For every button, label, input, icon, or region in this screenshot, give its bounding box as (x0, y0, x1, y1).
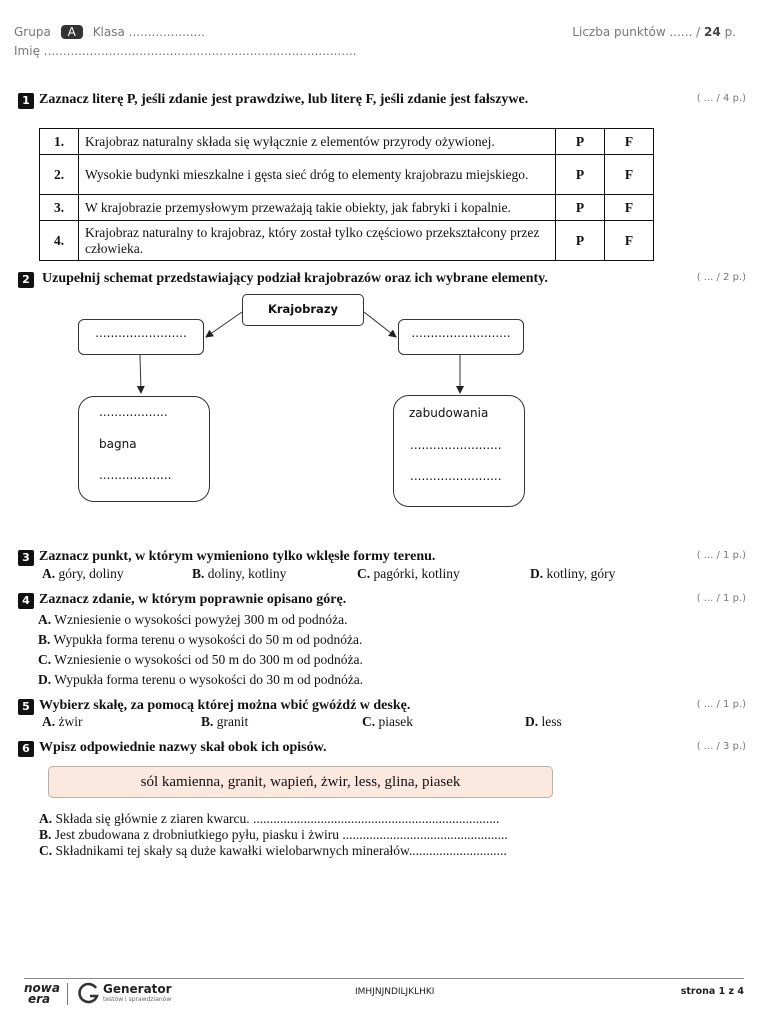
arrow-to-left (206, 312, 242, 337)
answer-option-c[interactable]: C. pagórki, kotliny (357, 566, 460, 581)
fill-in-item-c[interactable]: C. Składnikami tej skały są duże kawałki wielobarwnych minerałów............................. (39, 843, 507, 858)
answer-option-d[interactable]: D. kotliny, góry (530, 566, 616, 581)
answer-option-c[interactable]: C. Wzniesienie o wysokości od 50 m do 300 m od podnóża. (38, 652, 363, 667)
false-option[interactable]: F (605, 155, 654, 195)
footer-divider (24, 978, 744, 979)
fill-in-item-b[interactable]: B. Jest zbudowana z drobniutkiego pyłu, piasku i żwiru ................................................. (39, 827, 508, 842)
row-number: 1. (40, 129, 79, 155)
left-element-blank[interactable]: ................... (99, 468, 172, 482)
right-element-blank[interactable]: ........................ (410, 469, 502, 483)
question-number: 1 (18, 93, 34, 109)
true-option[interactable]: P (556, 221, 605, 261)
false-option[interactable]: F (605, 195, 654, 221)
row-statement: Krajobraz naturalny składa się wyłącznie z elementów przyrody ożywionej. (79, 129, 556, 155)
row-statement: Krajobraz naturalny to krajobraz, który został tylko częściowo przekształcony przez człowieka. (79, 221, 556, 261)
logo-era: era (28, 992, 51, 1006)
question-number: 5 (18, 699, 34, 715)
right-category-blank[interactable]: .......................... (411, 326, 511, 340)
answer-option-c[interactable]: C. piasek (362, 714, 413, 729)
question-text: Uzupełnij schemat przedstawiający podział krajobrazów oraz ich wybrane elementy. (42, 271, 548, 286)
document-code: IMHJNJNDILJKLHKI (355, 987, 435, 997)
word-bank: sól kamienna, granit, wapień, żwir, less, glina, piasek (48, 766, 553, 798)
nowa-era-logo (24, 983, 60, 1005)
row-number: 2. (40, 155, 79, 195)
fill-in-item-a[interactable]: A. Składa się głównie z ziaren kwarcu. ......................................................................... (39, 811, 500, 826)
answer-option-b[interactable]: B. Wypukła forma terenu o wysokości do 50 m od podnóża. (38, 632, 363, 647)
generator-subtitle: testów i sprawdzianów (103, 996, 172, 1003)
arrow-to-right (364, 312, 396, 337)
false-option[interactable]: F (605, 221, 654, 261)
logo-nowa: nowa (24, 981, 60, 995)
points-suffix: p. (724, 25, 736, 39)
question-points: ( ... / 1 p.) (696, 699, 746, 710)
false-option[interactable]: F (605, 129, 654, 155)
answer-option-b[interactable]: B. doliny, kotliny (192, 566, 287, 581)
left-category-blank[interactable]: ........................ (95, 326, 187, 340)
question-points: ( ... / 1 p.) (696, 550, 746, 561)
group-badge: A (61, 25, 83, 39)
question-number: 6 (18, 741, 34, 757)
row-number: 4. (40, 221, 79, 261)
question-points: ( ... / 4 p.) (696, 93, 746, 104)
row-statement: W krajobrazie przemysłowym przeważają takie obiekty, jak fabryki i kopalnie. (79, 195, 556, 221)
answer-option-b[interactable]: B. granit (201, 714, 249, 729)
row-number: 3. (40, 195, 79, 221)
question-text: Zaznacz punkt, w którym wymieniono tylko wklęsłe formy terenu. (39, 549, 436, 564)
question-points: ( ... / 3 p.) (696, 741, 746, 752)
question-text: Wybierz skałę, za pomocą której można wbić gwóźdź w deskę. (39, 698, 411, 713)
generator-logo-icon (77, 982, 101, 1006)
answer-option-a[interactable]: A. Wzniesienie o wysokości powyżej 300 m od podnóża. (38, 612, 348, 627)
page-number: strona 1 z 4 (680, 986, 744, 997)
left-element: bagna (99, 437, 137, 451)
class-field: Klasa .................... (92, 25, 205, 39)
question-points: ( ... / 2 p.) (696, 272, 746, 283)
answer-option-a[interactable]: A. góry, doliny (42, 566, 124, 581)
points-label: Liczba punktów ...... / (572, 25, 701, 39)
group-label: Grupa (14, 25, 51, 39)
generator-title: Generator (103, 982, 172, 996)
question-number: 2 (18, 272, 34, 288)
arrow-left-down (140, 355, 141, 393)
question-text: Wpisz odpowiednie nazwy skał obok ich opisów. (39, 740, 327, 755)
right-element: zabudowania (409, 406, 489, 420)
logo-separator (67, 983, 68, 1005)
question-points: ( ... / 1 p.) (696, 593, 746, 604)
root-label: Krajobrazy (267, 302, 339, 316)
points-total-value: 24 (704, 25, 721, 39)
true-option[interactable]: P (556, 155, 605, 195)
answer-option-d[interactable]: D. Wypukła forma terenu o wysokości do 30 m od podnóża. (38, 672, 364, 687)
row-statement: Wysokie budynki mieszkalne i gęsta sieć dróg to elementy krajobrazu miejskiego. (79, 155, 556, 195)
answer-option-d[interactable]: D. less (525, 714, 562, 729)
left-element-blank[interactable]: .................. (99, 405, 168, 419)
question-number: 4 (18, 593, 34, 609)
question-text: Zaznacz literę P, jeśli zdanie jest prawdziwe, lub literę F, jeśli zdanie jest fałszywe. (39, 92, 529, 107)
right-element-blank[interactable]: ........................ (410, 438, 502, 452)
question-text: Zaznacz zdanie, w którym poprawnie opisano górę. (39, 592, 347, 607)
answer-option-a[interactable]: A. żwir (42, 714, 83, 729)
name-field: Imię .................................................................................. (14, 44, 357, 58)
true-option[interactable]: P (556, 195, 605, 221)
true-option[interactable]: P (556, 129, 605, 155)
question-number: 3 (18, 550, 34, 566)
